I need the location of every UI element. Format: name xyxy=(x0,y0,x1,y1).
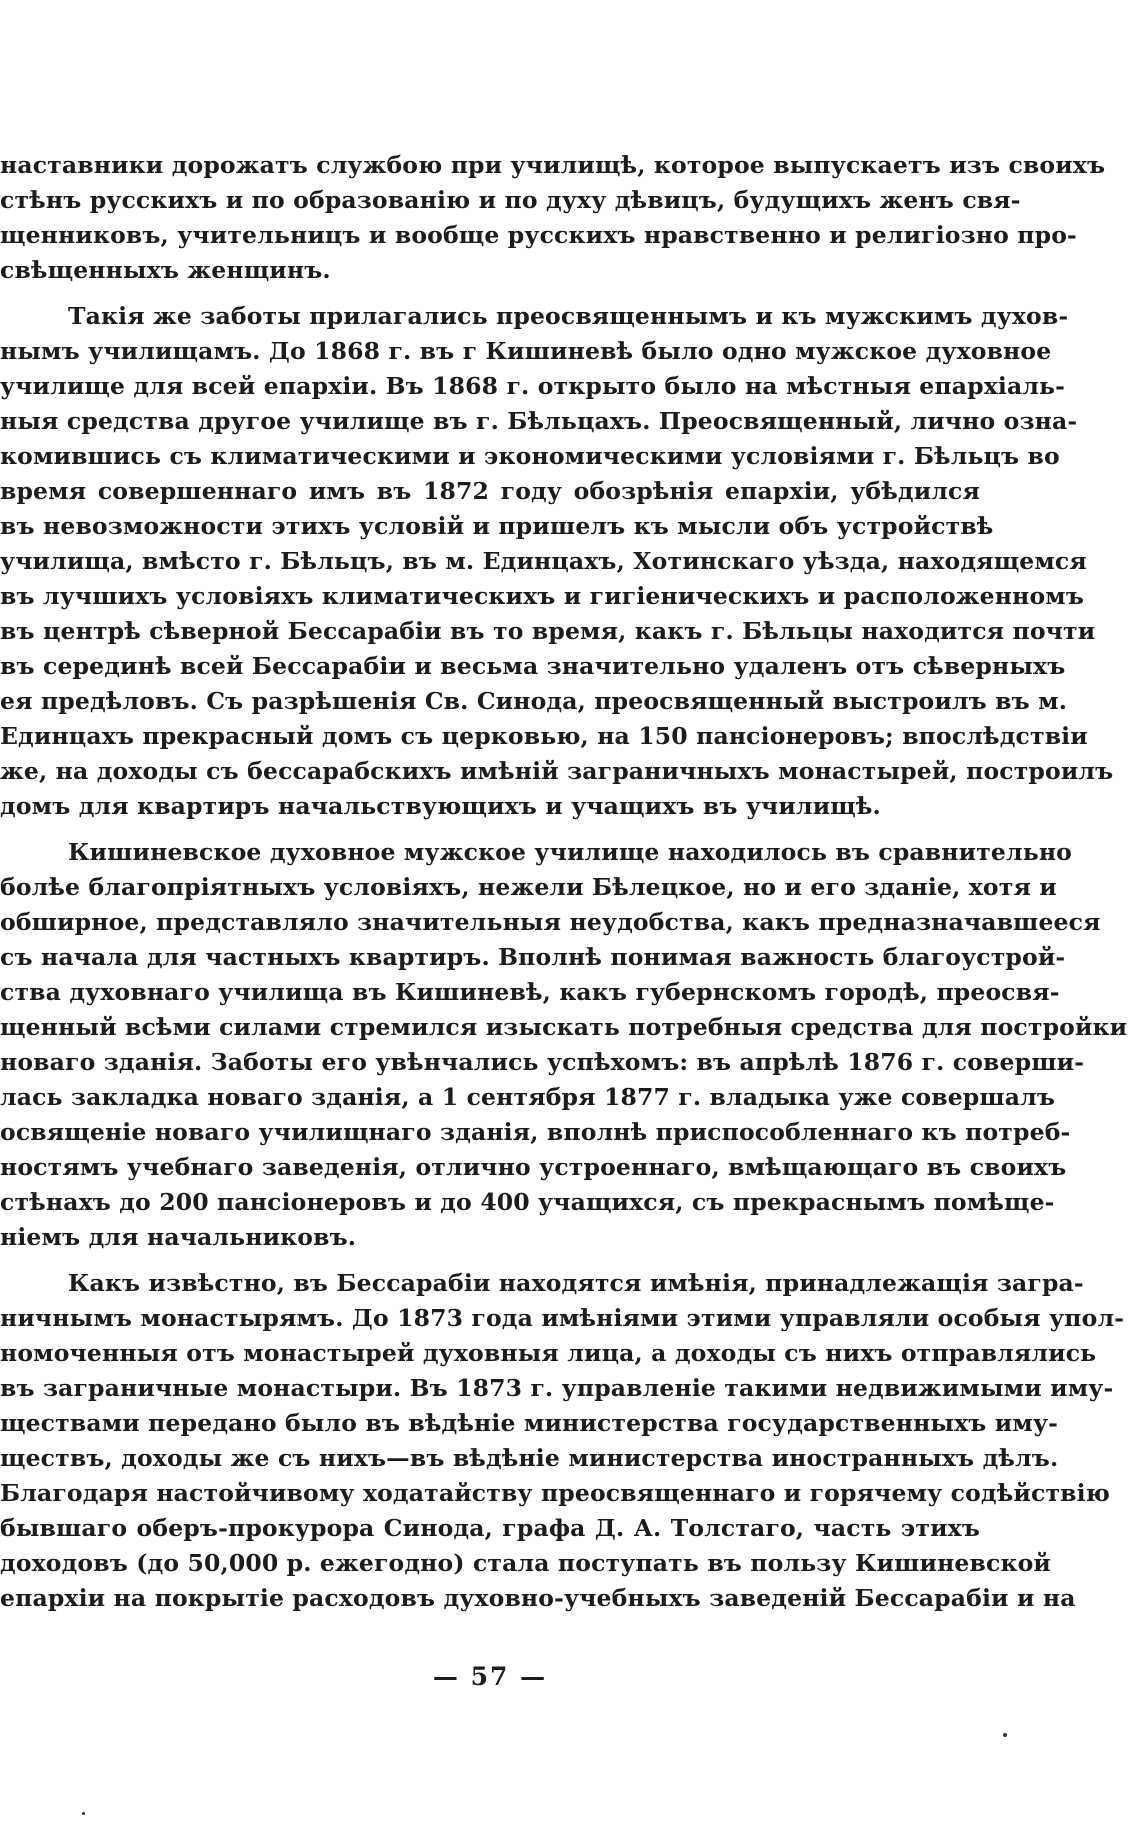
paragraph-3 xyxy=(0,835,1128,1255)
text-line: ществами передано было въ вѣдѣніе министерства государственныхъ иму- xyxy=(0,1409,1059,1437)
text-line: доходовъ (до 50,000 р. ежегодно) стала поступать въ пользу Кишиневской xyxy=(0,1549,1051,1577)
text-line: Такія же заботы прилагались преосвященнымъ и къ мужскимъ духов- xyxy=(68,302,1069,330)
text-line: въ центрѣ сѣверной Бессарабіи въ то время, какъ г. Бѣльцы находится почти xyxy=(0,617,1096,645)
text-line: Кишиневское духовное мужское училище находилось въ сравнительно xyxy=(68,838,1072,866)
text-line: бывшаго оберъ-прокурора Синода, графа Д. А. Толстаго, часть этихъ xyxy=(0,1514,980,1542)
text-line: щенниковъ, учительницъ и вообще русскихъ нравственно и религіозно про- xyxy=(0,221,1077,249)
paragraph-4 xyxy=(0,1266,1125,1616)
text-line: ея предѣловъ. Съ разрѣшенія Св. Синода, преосвященный выстроилъ въ м. xyxy=(0,687,1068,715)
text-line: Благодаря настойчивому ходатайству преосвященнаго и горячему содѣйствію xyxy=(0,1479,1110,1507)
text-line: освященіе новаго училищнаго зданія, вполнѣ приспособленнаго къ потреб- xyxy=(0,1118,1071,1146)
text-line: училище для всей епархіи. Въ 1868 г. открыто было на мѣстныя епархіаль- xyxy=(0,372,1066,400)
text-line: въ невозможности этихъ условій и пришелъ къ мысли объ устройствѣ xyxy=(0,512,994,540)
text-line: новаго зданія. Заботы его увѣнчались успѣхомъ: въ апрѣлѣ 1876 г. соверши- xyxy=(0,1048,1085,1076)
paragraph-1 xyxy=(0,148,1106,288)
body-text xyxy=(0,148,1128,1627)
text-line: щенный всѣми силами стремился изыскать потребныя средства для постройки xyxy=(0,1013,1128,1041)
text-line: Единцахъ прекрасный домъ съ церковью, на 150 пансіонеровъ; впослѣдствіи xyxy=(0,722,1088,750)
text-line: обширное, представляло значительныя неудобства, какъ предназначавшееся xyxy=(0,908,1101,936)
text-line: ныя средства другое училище въ г. Бѣльцахъ. Преосвященный, лично озна- xyxy=(0,407,1078,435)
text-line: епархіи на покрытіе расходовъ духовно-учебныхъ заведеній Бессарабіи и на xyxy=(0,1584,1076,1612)
text-line: болѣе благопріятныхъ условіяхъ, нежели Бѣлецкое, но и его зданіе, хотя и xyxy=(0,873,1057,901)
text-line: ніемъ для начальниковъ. xyxy=(0,1223,357,1251)
text-line: номоченныя отъ монастырей духовныя лица, а доходы съ нихъ отправлялись xyxy=(0,1339,1097,1367)
text-line: наставники дорожатъ службою при училищѣ, которое выпускаетъ изъ своихъ xyxy=(0,151,1106,179)
ink-speck xyxy=(1003,1733,1007,1737)
text-line: Какъ извѣстно, въ Бессарабіи находятся имѣнія, принадлежащія загра- xyxy=(68,1269,1084,1297)
text-line: стѣнъ русскихъ и по образованію и по духу дѣвицъ, будущихъ женъ свя- xyxy=(0,186,1021,214)
text-line: комившись съ климатическими и экономическими условіями г. Бѣльцъ во xyxy=(0,442,1060,470)
text-line: въ серединѣ всей Бессарабіи и весьма значительно удаленъ отъ сѣверныхъ xyxy=(0,652,1066,680)
text-line: ществъ, доходы же съ нихъ—въ вѣдѣніе министерства иностранныхъ дѣлъ. xyxy=(0,1444,1059,1472)
page-number: — 57 — xyxy=(432,1662,548,1691)
text-line: стѣнахъ до 200 пансіонеровъ и до 400 учащихся, съ прекраснымъ помѣще- xyxy=(0,1188,1055,1216)
text-line: ничнымъ монастырямъ. До 1873 года имѣніями этими управляли особыя упол- xyxy=(0,1304,1125,1332)
text-line: нымъ училищамъ. До 1868 г. въ г Кишиневѣ было одно мужское духовное xyxy=(0,337,1052,365)
ink-speck xyxy=(82,1812,85,1815)
text-line: въ лучшихъ условіяхъ климатическихъ и гигіеническихъ и расположенномъ xyxy=(0,582,1085,610)
text-line: домъ для квартиръ начальствующихъ и учащихъ въ училищѣ. xyxy=(0,792,881,820)
paragraph-2 xyxy=(0,299,1114,824)
text-line: же, на доходы съ бессарабскихъ имѣній заграничныхъ монастырей, построилъ xyxy=(0,757,1114,785)
text-line: лась закладка новаго зданія, а 1 сентября 1877 г. владыка уже совершалъ xyxy=(0,1083,1056,1111)
text-line: свѣщенныхъ женщинъ. xyxy=(0,256,331,284)
text-line: ства духовнаго училища въ Кишиневѣ, какъ губернскомъ городѣ, преосвя- xyxy=(0,978,1060,1006)
text-line: ностямъ учебнаго заведенія, отлично устроеннаго, вмѣщающаго въ своихъ xyxy=(0,1153,1067,1181)
text-line: время совершеннаго имъ въ 1872 году обозрѣнія епархіи, убѣдился xyxy=(0,477,980,505)
text-line: въ заграничные монастыри. Въ 1873 г. управленіе такими недвижимыми иму- xyxy=(0,1374,1114,1402)
text-line: съ начала для частныхъ квартиръ. Вполнѣ понимая важность благоустрой- xyxy=(0,943,1066,971)
text-line: училища, вмѣсто г. Бѣльцъ, въ м. Единцахъ, Хотинскаго уѣзда, находящемся xyxy=(0,547,1087,575)
